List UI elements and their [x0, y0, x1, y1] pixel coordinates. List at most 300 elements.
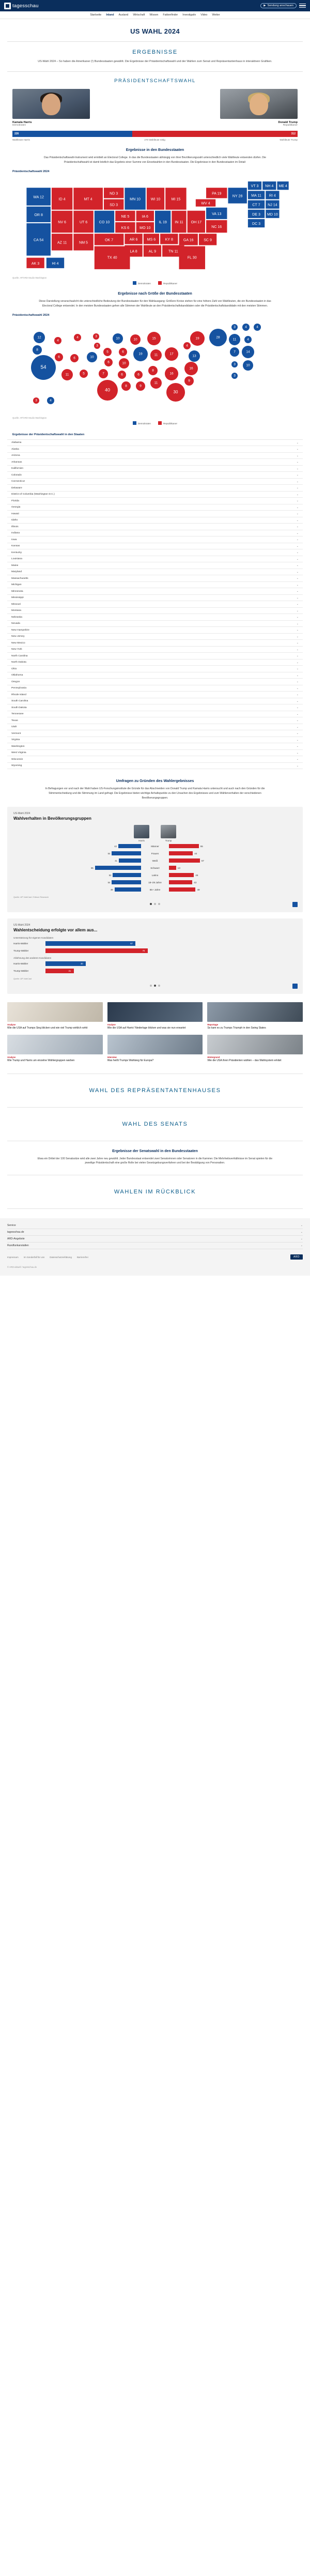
footer-section-label: Service	[7, 1224, 16, 1228]
nav-item-0[interactable]: Startseite	[90, 13, 102, 17]
svg-text:6: 6	[137, 373, 140, 377]
state-name: Illinois	[11, 525, 19, 528]
footer-link[interactable]: Im Sonderfall für uns	[23, 1255, 45, 1259]
surveys-heading: Umfragen zu Gründen des Wahlergebnisses	[116, 778, 194, 784]
chevron-down-icon[interactable]: ⌄	[296, 531, 299, 535]
carousel-dots[interactable]	[13, 903, 297, 905]
live-stream-button[interactable]	[260, 3, 297, 8]
svg-text:40: 40	[104, 387, 111, 393]
svg-text:PA 19: PA 19	[212, 192, 222, 196]
chevron-down-icon[interactable]: ⌄	[296, 525, 299, 529]
state-row[interactable]	[7, 588, 303, 595]
state-name: Kentucky	[11, 551, 22, 554]
chevron-down-icon[interactable]: ⌄	[296, 764, 299, 768]
state-row[interactable]	[7, 575, 303, 582]
state-row[interactable]	[7, 763, 303, 770]
svg-text:ND 3: ND 3	[110, 192, 118, 196]
state-row[interactable]	[7, 466, 303, 472]
svg-text:8: 8	[152, 369, 154, 373]
tagesschau-logo[interactable]	[4, 3, 39, 9]
harris-portrait	[12, 89, 90, 119]
state-name: South Dakota	[11, 706, 27, 709]
electoral-rep-caption: Wahlleute Trump	[280, 139, 298, 142]
chevron-down-icon[interactable]: ⌄	[296, 583, 299, 587]
candidate-row	[0, 89, 310, 127]
footer-section[interactable]	[7, 1236, 303, 1243]
state-row[interactable]	[7, 743, 303, 750]
footer-link[interactable]: Datenschutzerklärung	[50, 1255, 72, 1259]
svg-text:4: 4	[247, 338, 249, 342]
state-name: Missouri	[11, 603, 21, 606]
state-row[interactable]	[7, 647, 303, 653]
grouped-bar-row: 54 Frauen 44	[107, 852, 197, 855]
svg-text:DE 3: DE 3	[252, 212, 260, 217]
chevron-down-icon[interactable]: ⌄	[296, 538, 299, 542]
state-row[interactable]	[7, 517, 303, 524]
electoral-bubble-map[interactable]	[12, 320, 298, 416]
map-text-block	[0, 141, 310, 165]
chevron-down-icon[interactable]: ⌄	[296, 577, 299, 580]
chevron-down-icon[interactable]: ⌄	[296, 661, 299, 664]
svg-text:SD 3: SD 3	[110, 203, 118, 207]
chevron-down-icon[interactable]: ⌄	[296, 751, 299, 755]
map-title: Ergebnisse in den Bundesstaaten	[126, 148, 184, 152]
chevron-down-icon[interactable]: ⌄	[296, 648, 299, 651]
svg-text:NJ 14: NJ 14	[268, 203, 277, 207]
card-head-trump	[161, 825, 176, 842]
electoral-dem-caption: Wahlleute Harris	[12, 139, 30, 142]
legend-rep: Republikaner	[163, 282, 178, 285]
chevron-down-icon[interactable]: ⌄	[300, 1237, 303, 1241]
svg-text:6: 6	[58, 355, 60, 359]
chevron-down-icon[interactable]: ⌄	[296, 686, 299, 690]
svg-text:8: 8	[125, 384, 127, 388]
chevron-down-icon[interactable]: ⌄	[296, 518, 299, 522]
chevron-down-icon[interactable]: ⌄	[296, 719, 299, 723]
single-bar-chart	[13, 937, 297, 973]
chevron-down-icon[interactable]: ⌄	[296, 758, 299, 761]
teaser-card[interactable]	[7, 1035, 103, 1063]
state-row[interactable]	[7, 595, 303, 602]
svg-text:AR 6: AR 6	[129, 238, 138, 242]
teaser-title: So kam es zu Trumps Triumph in den Swing States	[207, 1026, 266, 1030]
trump-label: Trump	[165, 839, 172, 842]
state-row[interactable]	[7, 698, 303, 705]
svg-text:SC 9: SC 9	[204, 238, 212, 242]
state-name: Indiana	[11, 532, 20, 535]
footer-link[interactable]: Impressum	[7, 1255, 19, 1259]
house-band-title: WAHL DES REPRÄSENTANTENHAUSES	[89, 1087, 221, 1094]
teaser-tag: Hintergrund	[207, 1056, 220, 1059]
chevron-down-icon[interactable]: ⌄	[296, 499, 299, 503]
svg-text:8: 8	[36, 348, 38, 352]
chevron-down-icon[interactable]: ⌄	[296, 732, 299, 735]
teaser-grid	[0, 994, 310, 1063]
chevron-down-icon[interactable]: ⌄	[296, 673, 299, 677]
state-row[interactable]	[7, 750, 303, 757]
svg-text:4: 4	[256, 325, 258, 329]
svg-text:IA 6: IA 6	[142, 214, 148, 219]
state-name: Louisiana	[11, 558, 22, 561]
chevron-down-icon[interactable]: ⌄	[296, 564, 299, 568]
state-row[interactable]	[7, 666, 303, 672]
trump-thumb	[161, 825, 176, 838]
nav-item-3[interactable]: Wirtschaft	[133, 13, 145, 17]
svg-text:NC 16: NC 16	[211, 225, 222, 229]
harris-label: Harris	[138, 839, 145, 842]
chevron-down-icon[interactable]: ⌄	[296, 473, 299, 477]
bar-row: Harris-Wähler 30	[13, 961, 297, 966]
brand-label: tagesschau	[12, 3, 39, 9]
state-row[interactable]	[7, 453, 303, 459]
teaser-card[interactable]	[107, 1002, 203, 1030]
state-row[interactable]	[7, 472, 303, 479]
svg-text:4: 4	[50, 398, 52, 403]
svg-text:IN 11: IN 11	[175, 220, 183, 224]
svg-text:13: 13	[192, 354, 196, 358]
nav-item-4[interactable]: Wissen	[149, 13, 159, 17]
chevron-down-icon[interactable]: ⌄	[296, 461, 299, 464]
top-bar	[0, 0, 310, 11]
chevron-down-icon[interactable]: ⌄	[296, 590, 299, 593]
surveys-intro	[0, 769, 310, 801]
state-row[interactable]	[7, 730, 303, 737]
copyright: © ARD-aktuell / tagesschau.de	[7, 1266, 37, 1269]
state-row[interactable]	[7, 640, 303, 647]
footer-section[interactable]	[7, 1222, 303, 1229]
svg-text:OK 7: OK 7	[105, 238, 114, 242]
chevron-down-icon[interactable]: ⌄	[296, 738, 299, 742]
state-name: Arkansas	[11, 461, 22, 464]
grouped-bar-row: 52 Latino 46	[109, 873, 198, 877]
candidate-harris	[12, 89, 90, 127]
chevron-down-icon[interactable]: ⌄	[296, 745, 299, 748]
card-kicker: US-Wahl 2024	[13, 812, 30, 816]
nav-item-5[interactable]: Faktenfinder	[163, 13, 178, 17]
play-icon: ▶	[264, 4, 266, 7]
state-row[interactable]	[7, 479, 303, 485]
senate-info-text: Etwa ein Drittel der 100 Senatssitze wird alle zwei Jahre neu gewählt. Jeder Bundesstaat entsendet zwei Senatorinnen oder Senatoren in die Kammer. Die Mehrheitsverhältnisse im Senat spielen für die jeweilige Präsidentschaft eine große Rolle bei vielen Gesetzgebungsverfahren und bei der Bestätigung von Personalien.	[37, 1157, 273, 1165]
state-row[interactable]	[7, 717, 303, 724]
state-row[interactable]	[7, 679, 303, 685]
state-row[interactable]	[7, 556, 303, 563]
svg-text:WI 10: WI 10	[150, 197, 161, 202]
footer-section[interactable]	[7, 1229, 303, 1236]
state-row[interactable]	[7, 601, 303, 608]
footer-link[interactable]: Barrierefrei	[76, 1255, 88, 1259]
map-legend	[0, 279, 310, 285]
svg-text:6: 6	[73, 356, 75, 360]
state-row[interactable]	[7, 672, 303, 679]
chevron-down-icon[interactable]: ⌄	[296, 557, 299, 561]
svg-text:15: 15	[152, 336, 156, 341]
svg-text:AL 9: AL 9	[148, 250, 157, 254]
svg-text:MA 11: MA 11	[251, 194, 261, 198]
chevron-down-icon[interactable]: ⌄	[296, 441, 299, 444]
state-name: New Jersey	[11, 635, 25, 638]
bubble-title: Ergebnisse nach Größe der Bundesstaaten	[118, 292, 192, 296]
state-name: New York	[11, 648, 22, 651]
state-name: Texas	[11, 719, 18, 722]
teaser-card[interactable]	[207, 1035, 303, 1063]
svg-text:3: 3	[234, 362, 236, 366]
chevron-down-icon[interactable]: ⌄	[296, 512, 299, 516]
card-source: Quelle: AP VoteCast	[13, 977, 32, 980]
state-name: Washington	[11, 745, 25, 748]
results-lede: US-Wahl 2024 – So haben die Amerikaner (!) Bundesstaaten gewählt. Die Ergebnisse der Präsidentschaftswahl und der Wahlen zum Senat und Repräsentantenhaus in interaktiven Grafiken.	[38, 60, 272, 63]
state-row[interactable]	[7, 485, 303, 492]
chevron-down-icon[interactable]: ⌄	[300, 1231, 303, 1234]
card-kicker: US-Wahl 2024	[13, 924, 30, 927]
state-name: Georgia	[11, 506, 21, 509]
survey-card-motivation	[7, 918, 303, 994]
state-row[interactable]	[7, 614, 303, 621]
svg-text:19: 19	[138, 352, 143, 356]
state-row[interactable]	[7, 756, 303, 763]
state-name: Minnesota	[11, 590, 23, 593]
state-name: West Virginia	[11, 752, 26, 755]
electoral-bar	[0, 127, 310, 137]
state-name: Colorado	[11, 473, 22, 477]
state-row[interactable]	[7, 660, 303, 666]
state-row[interactable]	[7, 543, 303, 550]
svg-text:NH 4: NH 4	[265, 185, 274, 189]
legend-dem: Demokraten	[137, 282, 151, 285]
chevron-down-icon[interactable]: ⌄	[296, 493, 299, 496]
state-row[interactable]	[7, 634, 303, 640]
svg-text:OH 17: OH 17	[191, 220, 202, 224]
svg-text:3: 3	[234, 374, 236, 378]
state-row[interactable]	[7, 711, 303, 718]
state-name: Mississippi	[11, 596, 24, 600]
chevron-down-icon[interactable]: ⌄	[296, 725, 299, 729]
state-name: Kansas	[11, 545, 20, 548]
state-row[interactable]	[7, 569, 303, 576]
state-row[interactable]	[7, 459, 303, 466]
state-row[interactable]	[7, 492, 303, 498]
state-row[interactable]	[7, 549, 303, 556]
svg-text:4: 4	[76, 335, 79, 340]
svg-text:4: 4	[245, 325, 247, 329]
state-row[interactable]	[7, 724, 303, 731]
map-chart-label: Präsidentschaftswahl 2024	[12, 170, 50, 173]
ard-logo[interactable]: ARD	[290, 1254, 303, 1260]
chevron-down-icon[interactable]: ⌄	[296, 596, 299, 600]
teaser-thumb-4	[7, 1035, 103, 1054]
svg-text:4: 4	[186, 344, 188, 348]
teaser-tag: Interview	[107, 1056, 117, 1059]
svg-text:30: 30	[173, 389, 178, 394]
svg-text:WV 4: WV 4	[201, 202, 210, 206]
svg-text:DC 3: DC 3	[252, 222, 261, 226]
svg-text:6: 6	[107, 360, 110, 364]
state-name: Iowa	[11, 538, 17, 541]
state-row[interactable]	[7, 440, 303, 447]
teaser-title: Wie die USA ihren Präsidenten wählen – das Wahlsystem erklärt	[207, 1059, 282, 1063]
svg-text:9: 9	[140, 384, 142, 388]
chevron-down-icon[interactable]: ⌄	[296, 706, 299, 710]
svg-text:CT 7: CT 7	[252, 203, 260, 207]
svg-text:KS 6: KS 6	[121, 226, 130, 231]
card-source: Quelle: AP VoteCast / Edison Research	[13, 896, 49, 899]
chevron-down-icon[interactable]: ⌄	[296, 680, 299, 684]
grouped-bar-row: 85 Schwarz 13	[91, 866, 180, 869]
chevron-down-icon[interactable]: ⌄	[296, 622, 299, 625]
nav-item-1[interactable]: Inland	[106, 13, 114, 17]
svg-text:7: 7	[102, 372, 104, 376]
grouped-bar-row: 54 18–29 Jahre 43	[107, 881, 197, 884]
teaser-card[interactable]	[107, 1035, 203, 1063]
svg-text:14: 14	[246, 350, 250, 354]
chevron-down-icon[interactable]: ⌄	[296, 693, 299, 697]
chevron-down-icon[interactable]: ⌄	[296, 603, 299, 606]
state-name: District of Columbia (Washington D.C.)	[11, 493, 55, 496]
surveys-text: In Befragungen vor und nach der Wahl haben US-Forschungsinstitute die Gründe für das Abschneiden von Donald Trump und Kamala Harris untersucht und auch nach den Gründen für die Stimmentscheidung und die Stimmung im Land gefragt. Die Ergebnisse bieten wichtige Anhaltspunkte zu den Ursachen des Ergebnisses und zum Wählerverhalten der verschiedenen Bevölkerungsgruppen.	[45, 787, 265, 800]
chevron-down-icon[interactable]: ⌄	[296, 667, 299, 671]
candidate-trump	[220, 89, 298, 127]
chevron-down-icon[interactable]: ⌄	[296, 654, 299, 658]
state-name: New Mexico	[11, 641, 25, 645]
chevron-down-icon[interactable]: ⌄	[296, 641, 299, 645]
chevron-down-icon[interactable]: ⌄	[296, 570, 299, 574]
state-row[interactable]	[7, 627, 303, 634]
chevron-down-icon[interactable]: ⌄	[296, 712, 299, 716]
state-row[interactable]	[7, 685, 303, 692]
state-row[interactable]	[7, 498, 303, 504]
share-icon[interactable]	[292, 984, 298, 989]
state-row[interactable]	[7, 582, 303, 589]
state-row[interactable]	[7, 692, 303, 698]
footer-section[interactable]	[7, 1243, 303, 1249]
svg-text:11: 11	[65, 373, 69, 377]
presidential-heading: PRÄSIDENTSCHAFTSWAHL	[114, 78, 196, 84]
svg-text:12: 12	[37, 335, 41, 340]
svg-text:AK 3: AK 3	[31, 262, 40, 266]
state-name: Pennsylvania	[11, 687, 27, 690]
bubble-legend	[0, 419, 310, 425]
state-row[interactable]	[7, 562, 303, 569]
state-row[interactable]	[7, 446, 303, 453]
chevron-down-icon[interactable]: ⌄	[296, 609, 299, 612]
state-row[interactable]	[7, 608, 303, 615]
svg-text:OR 8: OR 8	[34, 213, 43, 217]
svg-text:NV 6: NV 6	[58, 220, 66, 224]
chevron-down-icon[interactable]: ⌄	[296, 635, 299, 638]
svg-text:VA 13: VA 13	[212, 212, 222, 216]
state-name: Wyoming	[11, 764, 22, 768]
chevron-down-icon[interactable]: ⌄	[296, 454, 299, 457]
state-name: Florida	[11, 499, 19, 502]
legend-rep: Republikaner	[163, 422, 178, 425]
chevron-down-icon[interactable]: ⌄	[296, 486, 299, 490]
svg-text:MI 15: MI 15	[171, 197, 181, 202]
state-row[interactable]	[7, 653, 303, 660]
svg-text:10: 10	[90, 355, 94, 359]
svg-text:VT 3: VT 3	[251, 185, 259, 189]
svg-text:17: 17	[169, 352, 174, 356]
svg-text:MT 4: MT 4	[84, 197, 92, 202]
bar-group-heading: Unterstützung für eigenen Kandidaten	[13, 937, 54, 940]
svg-text:10: 10	[133, 338, 137, 342]
nav-item-7[interactable]: Video	[200, 13, 208, 17]
chevron-down-icon[interactable]: ⌄	[296, 551, 299, 555]
nav-item-8[interactable]: Wetter	[212, 13, 220, 17]
state-row[interactable]	[7, 704, 303, 711]
svg-text:11: 11	[154, 381, 158, 385]
results-heading: ERGEBNISSE	[132, 49, 178, 55]
chevron-down-icon[interactable]: ⌄	[296, 448, 299, 451]
svg-text:7: 7	[234, 350, 236, 354]
nav-item-6[interactable]: Investigativ	[182, 13, 196, 17]
chevron-down-icon[interactable]: ⌄	[296, 505, 299, 509]
senate-info-title: Ergebnisse der Senatswahl in den Bundesstaaten	[112, 1149, 198, 1153]
chevron-down-icon[interactable]: ⌄	[296, 699, 299, 703]
state-row[interactable]	[7, 504, 303, 511]
svg-text:4: 4	[57, 339, 59, 343]
svg-text:WA 12: WA 12	[33, 195, 44, 200]
carousel-dots[interactable]	[13, 985, 297, 987]
teaser-tag: Analyse	[107, 1023, 116, 1026]
svg-text:TN 11: TN 11	[168, 250, 178, 254]
chevron-down-icon[interactable]: ⌄	[296, 628, 299, 632]
state-name: Tennessee	[11, 713, 24, 716]
state-name: Ohio	[11, 667, 17, 670]
chevron-down-icon[interactable]: ⌄	[300, 1224, 303, 1228]
hamburger-icon[interactable]	[299, 4, 306, 8]
chevron-down-icon[interactable]: ⌄	[296, 467, 299, 470]
footer-section-label: Rundfunkanstalten	[7, 1244, 29, 1248]
bubble-chart-label: Präsidentschaftswahl 2024	[12, 313, 50, 317]
svg-text:10: 10	[246, 363, 250, 367]
chevron-down-icon[interactable]: ⌄	[300, 1244, 303, 1248]
state-row[interactable]	[7, 530, 303, 537]
chevron-down-icon[interactable]: ⌄	[296, 480, 299, 483]
svg-text:54: 54	[40, 364, 47, 371]
state-row[interactable]	[7, 737, 303, 744]
state-name: Utah	[11, 726, 17, 729]
svg-text:3: 3	[95, 334, 97, 339]
electoral-map[interactable]	[12, 176, 298, 275]
state-row[interactable]	[7, 511, 303, 517]
svg-text:10: 10	[122, 361, 126, 365]
teaser-card[interactable]	[7, 1002, 103, 1030]
chevron-down-icon[interactable]: ⌄	[296, 616, 299, 619]
teaser-thumb-2	[107, 1002, 203, 1022]
svg-text:6: 6	[121, 373, 123, 377]
svg-text:3: 3	[35, 398, 37, 403]
share-icon[interactable]	[292, 902, 298, 907]
bar-row: Trump-Wähler 21	[13, 969, 297, 973]
card-head-harris	[134, 825, 149, 842]
card-title: Wahlverhalten in Bevölkerungsgruppen	[13, 816, 91, 821]
chevron-down-icon[interactable]: ⌄	[296, 544, 299, 548]
state-name: New Hampshire	[11, 628, 29, 632]
state-row[interactable]	[7, 524, 303, 530]
page-title: US WAHL 2024	[130, 27, 180, 35]
svg-text:NY 28: NY 28	[232, 194, 243, 198]
state-name: Nevada	[11, 622, 20, 625]
senate-band-title: WAHL DES SENATS	[122, 1121, 188, 1127]
svg-text:MD 10: MD 10	[267, 212, 278, 217]
teaser-card[interactable]	[207, 1002, 303, 1030]
nav-item-2[interactable]: Ausland	[118, 13, 129, 17]
state-row[interactable]	[7, 621, 303, 627]
svg-text:3: 3	[234, 325, 236, 329]
state-name: Maine	[11, 564, 19, 567]
teaser-title: Was heißt Trumps Wahlsieg für Europa?	[107, 1059, 154, 1063]
state-row[interactable]	[7, 536, 303, 543]
teaser-title: Wie die USA auf Harris' Niederlage blicken und was sie nun erwartet	[107, 1026, 186, 1030]
